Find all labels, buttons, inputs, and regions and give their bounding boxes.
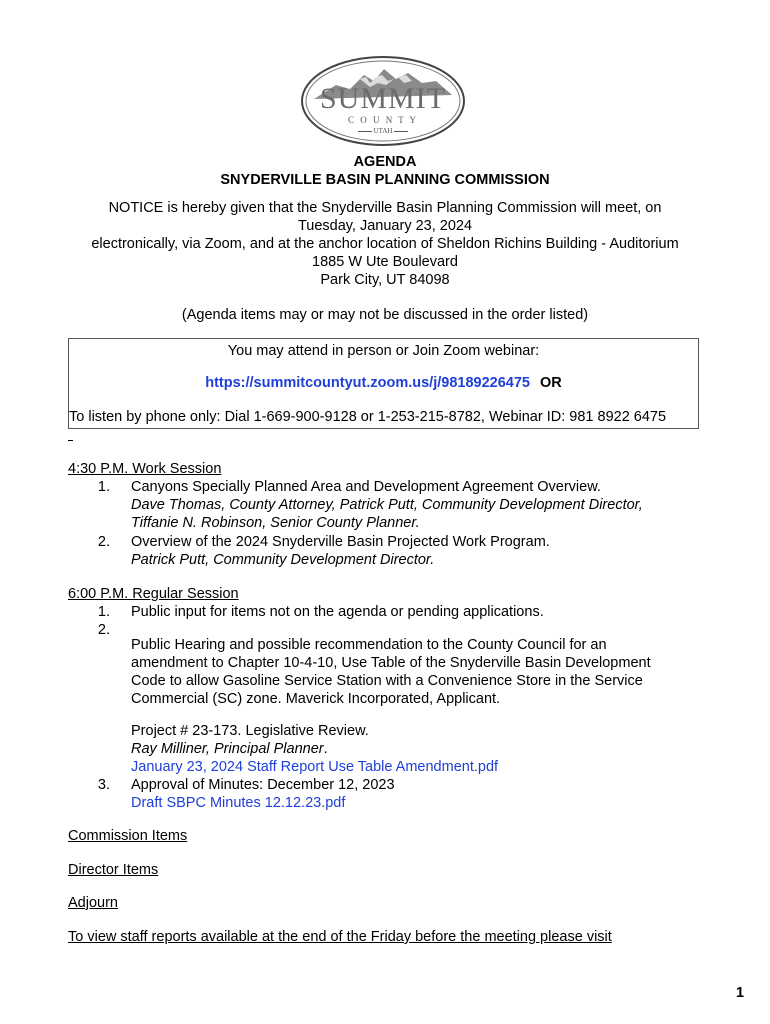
director-items-heading: Director Items — [68, 862, 159, 878]
page-number: 1 — [736, 985, 745, 1001]
adjourn-heading: Adjourn — [68, 895, 118, 911]
regular-item-2-presenter-line — [131, 740, 328, 758]
work-item-1-presenters-cont: Tiffanie N. Robinson, Senior County Planner. — [131, 515, 420, 531]
regular-item-3-title: Approval of Minutes: December 12, 2023 — [131, 777, 395, 793]
regular-item-1-number: 1. — [97, 604, 110, 620]
notice-date: Tuesday, January 23, 2024 — [297, 218, 473, 234]
logo-state-label: UTAH — [373, 127, 393, 135]
work-item-1-number: 1. — [97, 479, 110, 495]
logo-summit-text: SUMMIT — [319, 82, 446, 115]
work-item-2-number: 2. — [97, 534, 110, 550]
attendance-info-box — [68, 338, 699, 429]
work-item-2-presenters: Patrick Putt, Community Development Director. — [131, 552, 435, 568]
agenda-title: AGENDA — [353, 154, 417, 170]
regular-item-1-title: Public input for items not on the agenda or pending applications. — [131, 604, 544, 620]
notice-line-1: NOTICE is hereby given that the Snyderville Basin Planning Commission will meet, on — [108, 200, 662, 216]
order-note: (Agenda items may or may not be discussed in the order listed) — [181, 307, 589, 323]
commission-items-heading: Commission Items — [68, 828, 188, 844]
work-item-1-presenters: Dave Thomas, County Attorney, Patrick Putt, Community Development Director, — [131, 497, 643, 513]
notice-location: electronically, via Zoom, and at the anchor location of Sheldon Richins Building - Auditorium — [91, 236, 679, 252]
or-label: OR — [540, 375, 562, 391]
regular-item-2-desc-4: Commercial (SC) zone. Maverick Incorporated, Applicant. — [131, 691, 501, 707]
work-session-heading: 4:30 P.M. Work Session — [68, 461, 222, 477]
zoom-line — [69, 374, 698, 392]
notice-address: 1885 W Ute Boulevard — [312, 254, 458, 270]
work-item-2-title: Overview of the 2024 Snyderville Basin Projected Work Program. — [131, 534, 550, 550]
draft-minutes-link[interactable]: Draft SBPC Minutes 12.12.23.pdf — [131, 795, 346, 811]
staff-report-link[interactable]: January 23, 2024 Staff Report Use Table Amendment.pdf — [131, 759, 499, 775]
regular-item-2-project: Project # 23-173. Legislative Review. — [131, 723, 369, 739]
staff-reports-note: To view staff reports available at the end of the Friday before the meeting please visit — [68, 929, 612, 945]
regular-item-2-presenter: Ray Milliner, Principal Planner — [131, 741, 324, 757]
logo-county-text: C O U N T Y — [347, 115, 419, 125]
work-item-1-title: Canyons Specially Planned Area and Development Agreement Overview. — [131, 479, 601, 495]
regular-item-2-number: 2. — [97, 622, 110, 638]
notice-city: Park City, UT 84098 — [320, 272, 450, 288]
zoom-webinar-link[interactable]: https://summitcountyut.zoom.us/j/98189226475 — [205, 375, 530, 391]
commission-title: SNYDERVILLE BASIN PLANNING COMMISSION — [220, 172, 550, 188]
summit-county-logo — [300, 55, 466, 147]
regular-item-3-number: 3. — [97, 777, 110, 793]
regular-item-2-desc-1: Public Hearing and possible recommendation to the County Council for an — [131, 637, 607, 653]
regular-item-2-presenter-period: . — [323, 741, 328, 757]
logo-state-text — [300, 127, 466, 135]
regular-session-heading: 6:00 P.M. Regular Session — [68, 586, 239, 602]
regular-item-2-desc-2: amendment to Chapter 10-4-10, Use Table of the Snyderville Basin Development — [131, 655, 651, 671]
attend-instructions: You may attend in person or Join Zoom webinar: — [227, 343, 540, 359]
regular-item-2-desc-3: Code to allow Gasoline Service Station with a Convenience Store in the Service — [131, 673, 643, 689]
small-dash — [68, 440, 73, 441]
phone-instructions: To listen by phone only: Dial 1-669-900-9128 or 1-253-215-8782, Webinar ID: 981 8922 6475 — [69, 409, 667, 425]
